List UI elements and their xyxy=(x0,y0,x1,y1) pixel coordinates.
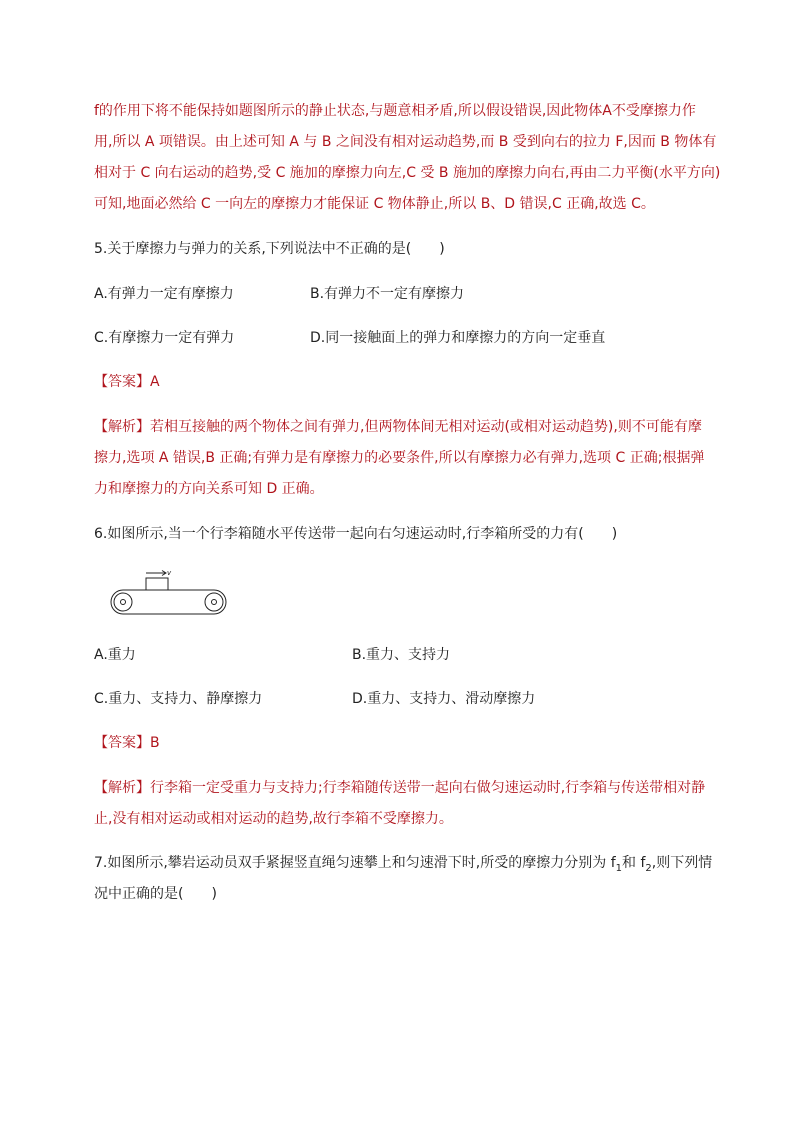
analysis-line: 止,没有相对运动或相对运动的趋势,故行李箱不受摩擦力。 xyxy=(94,811,453,827)
q5-stem: 5.关于摩擦力与弹力的关系,下列说法中不正确的是( ) xyxy=(94,241,445,257)
q6-option-d: D.重力、支持力、滑动摩擦力 xyxy=(352,691,536,707)
q5-option-c: C.有摩擦力一定有弹力 xyxy=(94,330,235,346)
q7-stem-line: 况中正确的是( ) xyxy=(94,886,217,902)
q5-option-b: B.有弹力不一定有摩擦力 xyxy=(310,286,465,302)
analysis-line xyxy=(94,412,706,443)
analysis-line: 可知,地面必然给 C 一向左的摩擦力才能保证 C 物体静止,所以 B、D 错误,C 正确,故选 C。 xyxy=(94,196,655,212)
q6-stem: 6.如图所示,当一个行李箱随水平传送带一起向右匀速运动时,行李箱所受的力有( ) xyxy=(94,526,618,542)
analysis-tag: 【解析】 xyxy=(94,419,150,435)
q7-stem-line xyxy=(94,848,713,879)
velocity-label: v xyxy=(167,569,172,577)
q7-text: 7.如图所示,攀岩运动员双手紧握竖直绳匀速攀上和匀速滑下时,所受的摩擦力分别为 f xyxy=(94,855,616,871)
conveyor-belt-figure xyxy=(108,566,232,618)
right-wheel-axle xyxy=(212,600,217,605)
q6-option-c: C.重力、支持力、静摩擦力 xyxy=(94,691,263,707)
q6-answer xyxy=(94,733,160,753)
left-wheel xyxy=(114,593,132,611)
answer-tag: 【答案】 xyxy=(94,374,150,390)
q5-option-a: A.有弹力一定有摩擦力 xyxy=(94,286,234,302)
answer-value: A xyxy=(150,374,160,390)
analysis-line: 相对于 C 向右运动的趋势,受 C 施加的摩擦力向左,C 受 B 施加的摩擦力向右,再由二力平衡(水平方向) xyxy=(94,165,721,181)
q6-analysis xyxy=(94,773,706,835)
luggage-box xyxy=(146,578,168,590)
analysis-text: 若相互接触的两个物体之间有弹力,但两物体间无相对运动(或相对运动趋势),则不可能有摩 xyxy=(150,419,702,435)
answer-value: B xyxy=(150,735,160,751)
analysis-line: 擦力,选项 A 错误,B 正确;有弹力是有摩擦力的必要条件,所以有摩擦力必有弹力,选项 C 正确;根据弹 xyxy=(94,450,705,466)
q4-analysis-continuation xyxy=(94,96,721,220)
q6-option-b: B.重力、支持力 xyxy=(352,647,451,663)
analysis-tag: 【解析】 xyxy=(94,780,150,796)
analysis-text: 行李箱一定受重力与支持力;行李箱随传送带一起向右做匀速运动时,行李箱与传送带相对静 xyxy=(150,780,706,796)
q7-text: ,则下列情 xyxy=(651,855,713,871)
q7-stem xyxy=(94,848,713,910)
q5-option-d: D.同一接触面上的弹力和摩擦力的方向一定垂直 xyxy=(310,330,606,346)
right-wheel xyxy=(205,593,223,611)
analysis-line: 用,所以 A 项错误。由上述可知 A 与 B 之间没有相对运动趋势,而 B 受到向右的拉力 F,因而 B 物体有 xyxy=(94,134,717,150)
subscript: 2 xyxy=(645,862,652,874)
analysis-line: 力和摩擦力的方向关系可知 D 正确。 xyxy=(94,481,324,497)
left-wheel-axle xyxy=(121,600,126,605)
analysis-line xyxy=(94,773,706,804)
answer-tag: 【答案】 xyxy=(94,735,150,751)
q5-analysis xyxy=(94,412,706,505)
analysis-line: f的作用下将不能保持如题图所示的静止状态,与题意相矛盾,所以假设错误,因此物体A不受摩擦力作 xyxy=(94,103,696,119)
q6-option-a: A.重力 xyxy=(94,647,136,663)
q7-text: 和 f xyxy=(622,855,646,871)
q5-answer xyxy=(94,372,160,392)
subscript: 1 xyxy=(615,862,623,874)
